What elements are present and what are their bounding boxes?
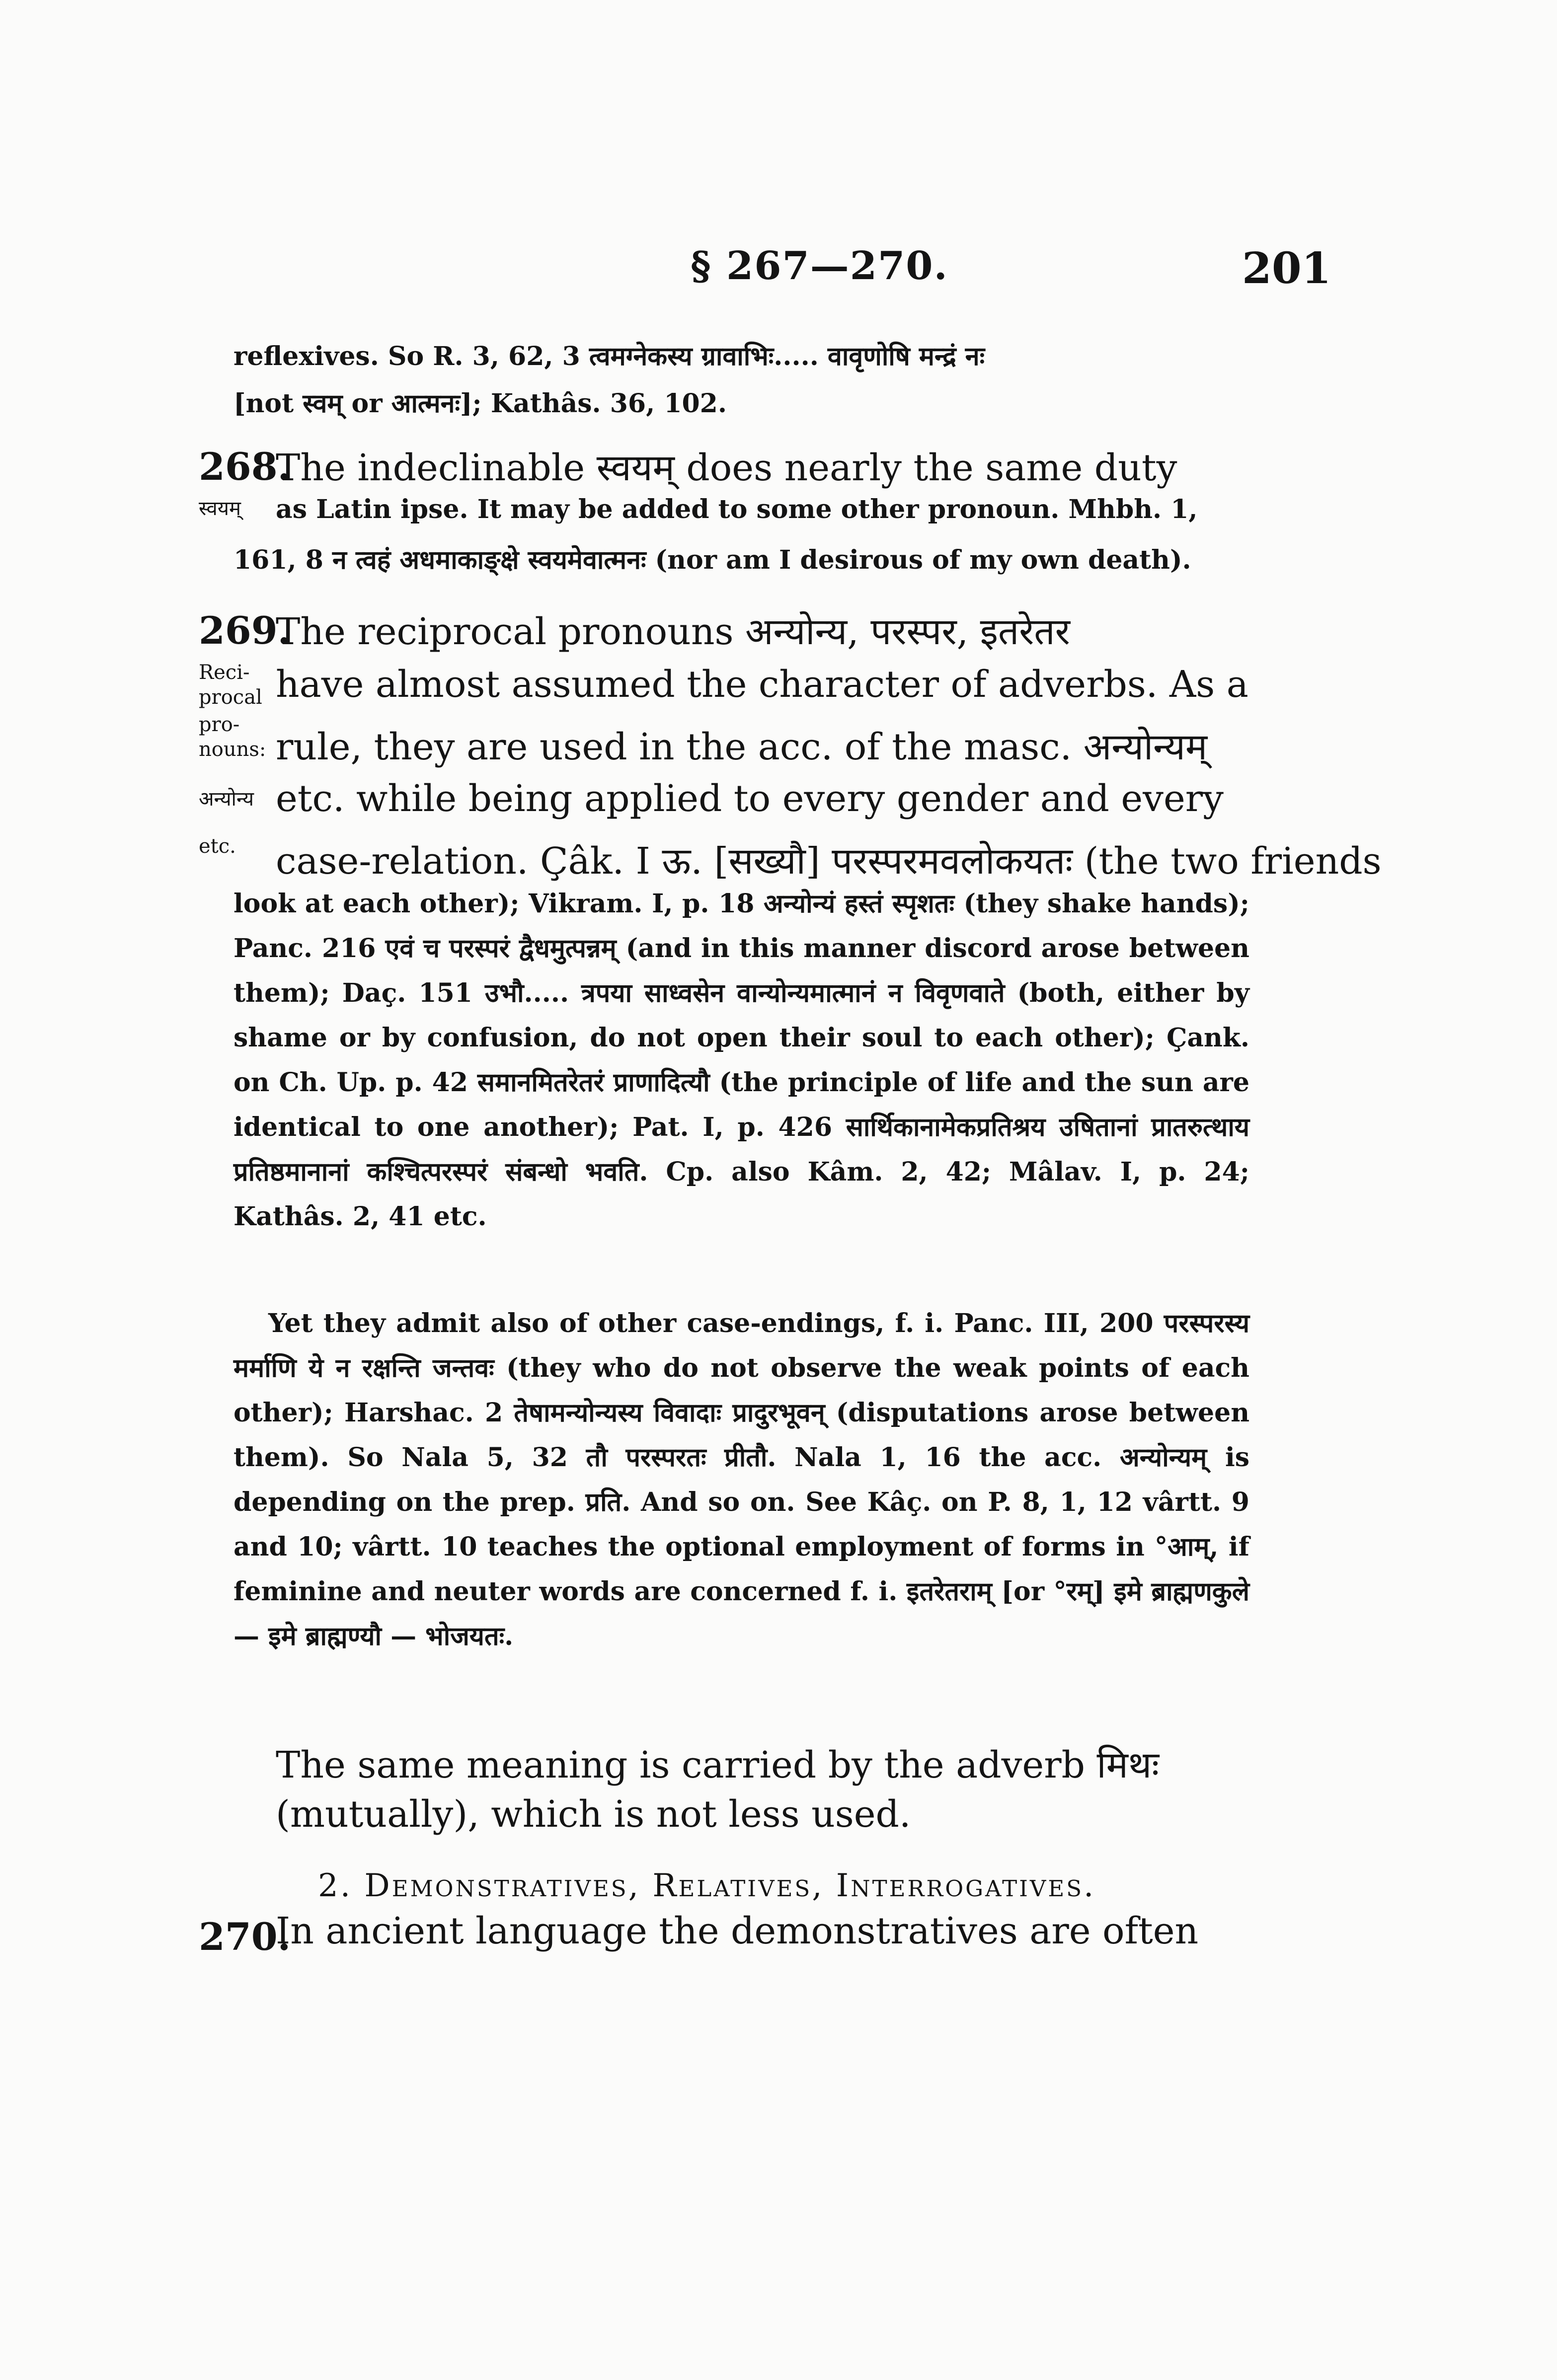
section-number-270: 270. <box>199 1915 291 1959</box>
section-number-269: 269. <box>199 608 291 653</box>
text-line-mithas-a: The same meaning is carried by the adverb मिथः <box>276 1744 1160 1786</box>
margin-label-anyonya: अन्योन्य <box>199 788 254 811</box>
section-range-header: § 267—270. <box>691 243 948 289</box>
text-line-269-c: rule, they are used in the acc. of the masc. अन्योन्यम् <box>276 726 1208 768</box>
margin-label-procal: procal <box>199 686 262 709</box>
paragraph-269-other-cases: Yet they admit also of other case-endings, f. i. Panc. III, 200 परस्परस्य मर्माणि ये न रक्षन्ति जन्तवः (they who do not observe the weak points of each other); Harshac. 2 तेषामन्योन्यस्य विवादाः प्रादुरभूवन् (disputations arose between them). So Nala 5, 32 तौ परस्परतः प्रीतौ. Nala 1, 16 the acc. अन्योन्यम् is depending on the prep. प्रति. And so on. See Kâç. on P. 8, 1, 12 vârtt. 9 and 10; vârtt. 10 teaches the optional employment of forms in °आम्, if feminine and neuter words are concerned f. i. इतरेतराम् [or °रम्] इमे ब्राह्मणकुले — इमे ब्राह्मण्यौ — भोजयतः. <box>234 1308 1249 1651</box>
text-line-268-a: The indeclinable स्वयम् does nearly the same duty <box>276 446 1177 489</box>
text-line-mithas-b: (mutually), which is not less used. <box>276 1793 911 1836</box>
text-line-269-d: etc. while being applied to every gender and every <box>276 777 1224 820</box>
text-line-270-a: In ancient language the demonstratives are often <box>276 1910 1199 1952</box>
page-number: 201 <box>1242 243 1331 294</box>
margin-label-etc: etc. <box>199 835 236 858</box>
text-line-269-a: The reciprocal pronouns अन्योन्य, परस्पर, इतरेतर <box>276 610 1070 653</box>
text-line-268-c: 161, 8 न त्वहं अधमाकाङ्क्षे स्वयमेवात्मनः (nor am I desirous of my own death). <box>234 545 1191 575</box>
section-number-268: 268. <box>199 445 291 489</box>
margin-label-nouns: nouns: <box>199 738 266 761</box>
text-line-269-e: case-relation. Çâk. I ऊ. [सख्यौ] परस्परमवलोकयतः (the two friends <box>276 840 1382 883</box>
paragraph-269-examples: look at each other); Vikram. I, p. 18 अन्योन्यं हस्तं स्पृशतः (they shake hands); Panc. 216 एवं च परस्परं द्वैधमुत्पन्नम् (and in this manner discord arose between them); Daç. 151 उभौ..... त्रपया साध्वसेन वान्योन्यमात्मानं न विवृणवाते (both, either by shame or by confusion, do not open their soul to each other); Çank. on Ch. Up. p. 42 समानमितरेतरं प्राणादित्यौ (the principle of life and the sun are identical to one another); Pat. I, p. 426 सार्थिकानामेकप्रतिश्रय उषितानां प्रातरुत्थाय प्रतिष्ठमानानां कश्चित्परस्परं संबन्धो भवति. Cp. also Kâm. 2, 42; Mâlav. I, p. 24; Kathâs. 2, 41 etc. <box>234 889 1249 1232</box>
text-line-reflexives-cont: [not स्वम् or आत्मनः]; Kathâs. 36, 102. <box>234 388 727 419</box>
text-line-reflexives: reflexives. So R. 3, 62, 3 त्वमग्नेकस्य ग्रावाभिः..... वावृणोषि मन्द्रं नः <box>234 341 985 372</box>
margin-label-pro: pro- <box>199 713 240 736</box>
margin-label-svayam: स्वयम् <box>199 497 241 520</box>
text-line-269-b: have almost assumed the character of adverbs. As a <box>276 663 1248 706</box>
margin-label-reci: Reci- <box>199 661 250 684</box>
text-line-268-b: as Latin ipse. It may be added to some other pronoun. Mhbh. 1, <box>276 494 1198 524</box>
section-heading-demonstratives: 2. Demonstratives, Relatives, Interrogatives. <box>318 1867 1096 1904</box>
